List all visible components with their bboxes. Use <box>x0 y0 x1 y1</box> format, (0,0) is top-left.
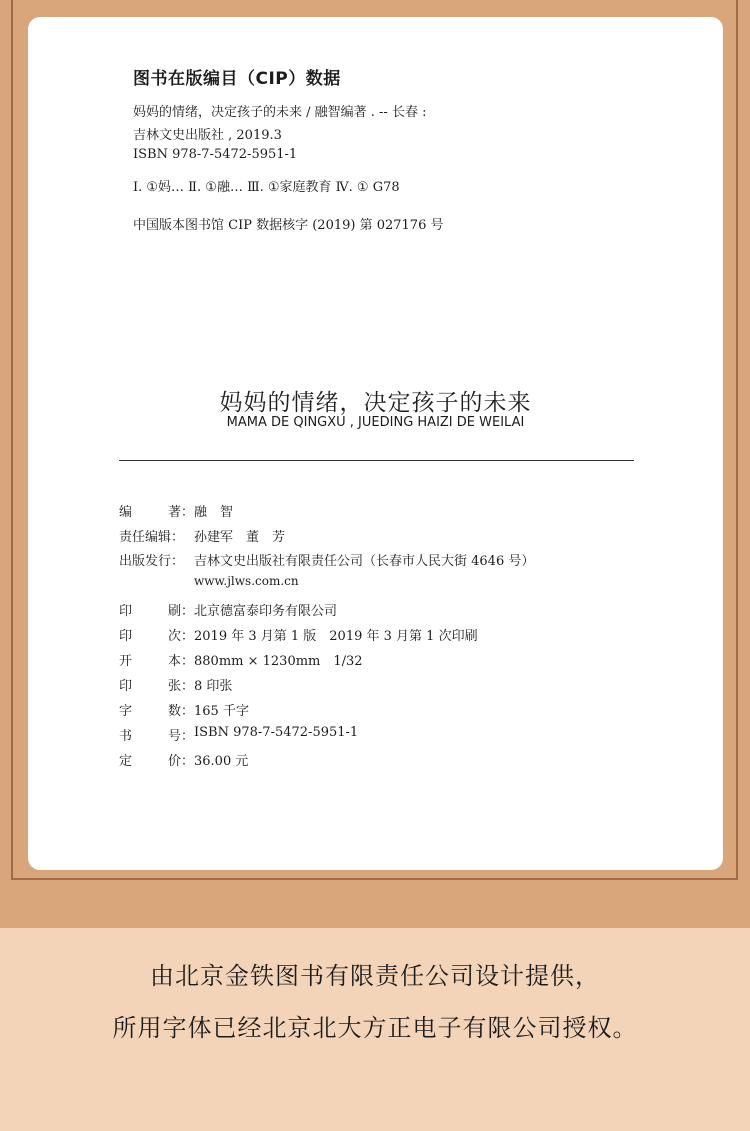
meta-value: 北京德富泰印务有限公司 <box>194 604 338 619</box>
cip-title-line: 妈妈的情绪，决定孩子的未来 / 融智编著 . -- 长春 : <box>133 105 427 120</box>
cip-isbn: ISBN 978-7-5472-5951-1 <box>133 147 298 162</box>
cip-library-record: 中国版本图书馆 CIP 数据核字 (2019) 第 027176 号 <box>133 218 444 233</box>
meta-value: 165 千字 <box>194 704 249 719</box>
book-title-pinyin: MAMA DE QINGXU , JUEDING HAIZI DE WEILAI <box>226 415 525 430</box>
meta-value: 融 智 <box>194 505 234 520</box>
meta-value: 880mm × 1230mm 1/32 <box>194 654 363 669</box>
meta-key: 字 数： <box>119 704 194 719</box>
title-divider <box>119 460 634 461</box>
meta-row-edition <box>119 625 478 644</box>
copyright-page <box>28 17 723 870</box>
meta-row-editor <box>119 526 285 545</box>
meta-row-price <box>119 750 248 769</box>
meta-key: 书 号： <box>119 729 194 744</box>
cip-classification: Ⅰ. ①妈… Ⅱ. ①融… Ⅲ. ①家庭教育 Ⅳ. ① G78 <box>133 180 400 195</box>
meta-key: 印 次： <box>119 629 194 644</box>
meta-row-printer <box>119 600 337 619</box>
cip-heading: 图书在版编目（CIP）数据 <box>133 69 341 89</box>
meta-value: 36.00 元 <box>194 754 249 769</box>
credit-line-design: 由北京金铁图书有限责任公司设计提供， <box>150 962 600 990</box>
meta-key: 编 著： <box>119 505 194 520</box>
meta-row-author <box>119 501 233 520</box>
meta-value: 吉林文史出版社有限责任公司（长春市人民大街 4646 号） <box>194 554 535 569</box>
meta-key: 定 价： <box>119 754 194 769</box>
cip-publisher-line: 吉林文史出版社 , 2019.3 <box>133 128 282 143</box>
meta-key: 责任编辑： <box>119 530 185 545</box>
meta-row-word-count <box>119 700 249 719</box>
publisher-website: www.jlws.com.cn <box>194 574 299 588</box>
meta-row-sheets <box>119 675 232 694</box>
meta-value: 8 印张 <box>194 679 233 694</box>
meta-value: ISBN 978-7-5472-5951-1 <box>194 725 359 740</box>
meta-key: 印 张： <box>119 679 194 694</box>
meta-key: 开 本： <box>119 654 194 669</box>
meta-row-publisher <box>119 550 534 569</box>
meta-key: 出版发行： <box>119 554 185 569</box>
book-title-chinese: 妈妈的情绪，决定孩子的未来 <box>219 390 532 416</box>
meta-value: 孙建军 董 芳 <box>194 530 286 545</box>
meta-key: 印 刷： <box>119 604 194 619</box>
meta-row-isbn <box>119 725 358 744</box>
meta-value: 2019 年 3 月第 1 版 2019 年 3 月第 1 次印刷 <box>194 629 478 644</box>
credit-banner <box>0 928 750 1131</box>
meta-row-format <box>119 650 363 669</box>
credit-line-font-license: 所用字体已经北京北大方正电子有限公司授权。 <box>112 1014 638 1042</box>
